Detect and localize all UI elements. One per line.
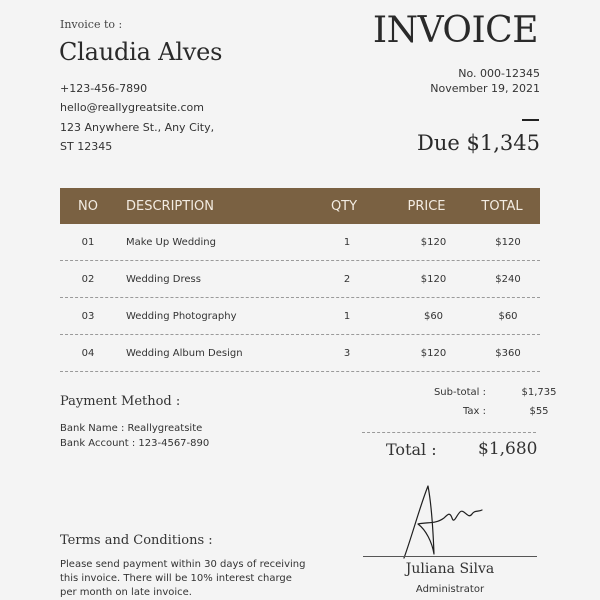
cell-price: $120 <box>420 273 447 285</box>
client-email: hello@reallygreatsite.com <box>60 101 204 114</box>
cell-qty: 1 <box>343 236 351 248</box>
column-header-qty: QTY <box>330 198 358 214</box>
invoice-date: November 19, 2021 <box>430 82 540 95</box>
column-header-description: DESCRIPTION <box>126 198 214 214</box>
signer-name: Juliana Silva <box>405 561 495 577</box>
table-row <box>60 335 540 372</box>
cell-price: $120 <box>420 347 447 359</box>
total-value: $1,680 <box>478 439 538 459</box>
bank-name: Bank Name : Reallygreatsite <box>60 423 203 434</box>
cell-total: $60 <box>498 310 518 322</box>
tax-value: $55 <box>529 406 549 417</box>
signature-line <box>363 556 537 557</box>
cell-qty: 1 <box>343 310 351 322</box>
cell-qty: 3 <box>343 347 351 359</box>
total-label: Total : <box>386 440 437 459</box>
cell-total: $240 <box>495 273 521 285</box>
invoice-title: INVOICE <box>372 10 538 51</box>
payment-method-label: Payment Method : <box>60 394 181 409</box>
client-phone: +123-456-7890 <box>60 82 148 95</box>
cell-qty: 2 <box>343 273 351 285</box>
tax-label: Tax : <box>462 406 486 417</box>
terms-text: Please send payment within 30 days of receiving this invoice. There will be 10% interest charge per month on late invoice. <box>60 559 306 598</box>
table-row <box>60 261 540 298</box>
terms-label: Terms and Conditions : <box>60 533 213 548</box>
column-header-no: NO <box>78 198 98 214</box>
bank-account: Bank Account : 123-4567-890 <box>60 438 210 449</box>
signer-role: Administrator <box>415 584 485 595</box>
table-header <box>60 188 540 224</box>
cell-no: 03 <box>81 310 95 322</box>
due-divider <box>522 119 539 121</box>
cell-no: 01 <box>81 236 95 248</box>
cell-no: 04 <box>81 347 95 359</box>
table-row <box>60 298 540 335</box>
cell-price: $60 <box>423 310 444 322</box>
table-row <box>60 224 540 261</box>
column-header-price: PRICE <box>407 198 446 214</box>
invoice-to-label: Invoice to : <box>60 18 123 31</box>
cell-price: $120 <box>420 236 447 248</box>
cell-description: Make Up Wedding <box>126 236 216 248</box>
subtotal-label: Sub-total : <box>433 387 486 398</box>
cell-total: $120 <box>495 236 521 248</box>
client-address-line1: 123 Anywhere St., Any City, <box>60 121 215 134</box>
cell-description: Wedding Album Design <box>126 347 243 359</box>
cell-description: Wedding Photography <box>126 310 237 322</box>
summary-divider <box>362 432 536 433</box>
cell-description: Wedding Dress <box>126 273 201 285</box>
client-name: Claudia Alves <box>59 38 223 66</box>
subtotal-value: $1,735 <box>521 387 557 398</box>
amount-due: Due $1,345 <box>417 131 540 155</box>
cell-total: $360 <box>495 347 521 359</box>
signature-graphic <box>398 484 498 564</box>
column-header-total: TOTAL <box>481 198 523 214</box>
invoice-number: No. 000-12345 <box>458 67 540 80</box>
items-table <box>60 188 540 372</box>
cell-no: 02 <box>81 273 95 285</box>
client-address-line2: ST 12345 <box>60 140 113 153</box>
